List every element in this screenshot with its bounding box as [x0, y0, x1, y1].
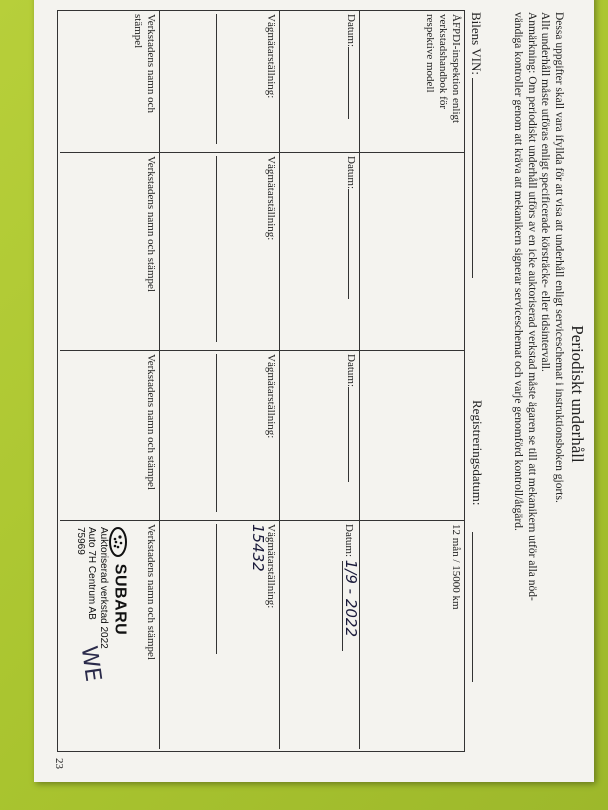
column-1-verkstad-label: Verkstadens namn och stämpel	[132, 14, 157, 113]
column-4-datum	[279, 521, 359, 749]
column-4-datum-label: Datum:	[343, 524, 355, 557]
column-1-header-text: ÅFPDI-inspektion enligt verkstadshandbok för respektive modell	[424, 14, 462, 124]
column-1-verkstad	[60, 11, 159, 153]
column-2-verkstad-label: Verkstadens namn och stämpel	[145, 156, 157, 292]
vin-field[interactable]	[472, 78, 485, 278]
column-1-datum	[279, 11, 359, 153]
column-3-matare	[159, 351, 279, 521]
column-3-header	[359, 351, 464, 521]
column-4-matare-label: Vägmätarställning:	[265, 524, 277, 609]
stamp-line: 75969	[75, 527, 86, 555]
column-1-datum-label: Datum:	[345, 14, 357, 47]
column-4-header-text: 12 mån / 15000 km	[450, 524, 462, 610]
dealer-stamp	[75, 527, 128, 649]
column-2-matare-label: Vägmätarställning:	[265, 156, 277, 241]
column-2-matare	[159, 153, 279, 351]
column-3-datum-label: Datum:	[345, 354, 357, 387]
intro-text	[511, 12, 565, 772]
registration-date-field[interactable]	[472, 532, 485, 682]
column-2-datum	[279, 153, 359, 351]
registration-date-label: Registreringsdatum:	[470, 400, 485, 506]
service-grid	[57, 10, 465, 752]
column-1-header	[359, 11, 464, 153]
intro-line: vändiga kontroller genom att kräva att mekanikern signerar serviceschemat och varje genomförd kontroll/åtgärd.	[512, 12, 525, 531]
page-number: 23	[53, 758, 65, 769]
subaru-logo-icon	[109, 527, 127, 557]
column-4-datum-value: 1/9 - 2022	[342, 559, 360, 638]
vin-registration-line	[468, 12, 485, 772]
column-3-verkstad	[60, 351, 159, 521]
column-1-matare-label: Vägmätarställning:	[265, 14, 277, 99]
intro-line: Allt underhåll måste utföras enligt specificerade körsträcke- eller tidsintervall.	[539, 12, 552, 372]
stamp-line: Auktoriserad verkstad 2022	[98, 527, 109, 649]
column-4-matare-value: 15432	[249, 524, 267, 572]
column-2-verkstad	[60, 153, 159, 351]
vin-label: Bilens VIN:	[469, 12, 484, 75]
column-3-matare-label: Vägmätarställning:	[265, 354, 277, 439]
column-4-verkstad	[60, 521, 159, 749]
column-3-datum	[279, 351, 359, 521]
column-4-header	[359, 521, 464, 749]
column-1-matare	[159, 11, 279, 153]
stamp-brand: SUBARU	[111, 563, 129, 636]
column-3-verkstad-label: Verkstadens namn och stämpel	[145, 354, 157, 490]
intro-line: Anmärkning: Om periodiskt underhåll utförs av en icke auktoriserad verkstad måste ägaren se till att mekanikern utför alla nöd-	[526, 12, 538, 601]
signature: WE	[75, 644, 106, 684]
rotated-document	[51, 10, 591, 778]
intro-line: Dessa uppgifter skall vara ifyllda för att visa att underhåll enligt serviceschemat i instruktionsboken gjorts.	[553, 12, 565, 503]
column-4-verkstad-label: Verkstadens namn och stämpel	[145, 524, 157, 660]
column-4-matare	[159, 521, 279, 749]
stamp-brand-row	[109, 527, 127, 649]
page-title: Periodiskt underhåll	[568, 325, 587, 463]
stamp-line: Auto 7H Centrum AB	[86, 527, 98, 620]
column-2-header	[359, 153, 464, 351]
column-2-datum-label: Datum:	[345, 156, 357, 189]
